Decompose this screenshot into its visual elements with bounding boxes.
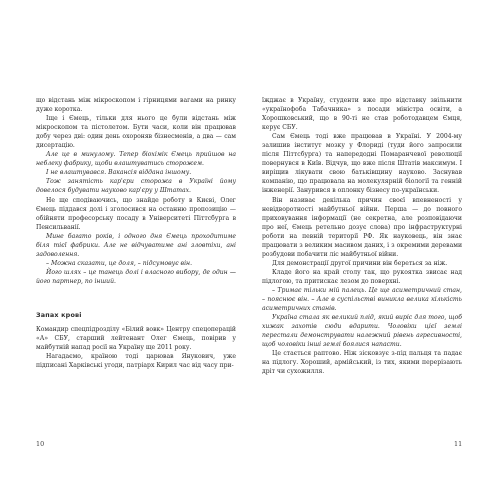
paragraph: Не ще сподіваючись, що знайде роботу в Києві, Олег Ємець піддався долі і зголосився на останню пропозицію — обійняти професорську посаду в Університеті Піттсбурга в Пенсильванії. (36, 196, 236, 231)
left-page (36, 96, 236, 370)
paragraph: Нагадаємо, країною тоді царював Янукович, уже підписані Харківські угоди, патріарх Кирил час від часу при- (36, 353, 236, 370)
paragraph: Командир спецпідрозділу «Білий вовк» Центру спецоперацій «А» СБУ, старший лейтенант Олег Ємець, повірив у майбутній напад росії на Україну ще 2011 року. (36, 325, 236, 352)
section-title: Запах крові (36, 310, 82, 319)
paragraph: Сам Ємець тоді вже працював в Україні. У 2004-му залишив інститут мозку у Флориді (туди його запросили після Піттсбурга) та напередодні Помаранчевої революції повернувся в Київ. Відчув, що вже після Штатів максимум. І виріщив лікувати свою батьківщину науково. Заснував компанію, що працювала на молекулярній біології та генній інженерії. Занурився в оплонку бізнесу по-українськи. (262, 133, 462, 195)
paragraph: І не влаштувався. Вакансія віддана іншому. (46, 169, 192, 177)
paragraph: їжджає в Україну, студенти вже про відставку звільнити «українофоба Табачника» з посади міністра освіти, а Хорошковський, що в 90-ті не став роботодавцем Ємця, керує СБУ. (262, 97, 462, 132)
paragraph: Україна стала як великий плід, який виріс для того, щоб хижак захотів сюди вдарити. Чоловіки цієї землі перестали демонструвати належний рівень агресивності, щоб чоловіки інші землі боялися напасти. (262, 314, 462, 349)
paragraph: Але це в минулому. Тепер біохімік Ємець прийшов на неблеку фабрику, щоби влаштуватись сторожем. (36, 151, 236, 168)
paragraph: Кладе його на край столу так, що рукоятка звисає над підлогою, та притискає лезом до поверхні. (262, 268, 462, 285)
paragraph: Його шлях – це танець долі і власного вибору, де один — його партнер, по інший. (36, 268, 236, 285)
paragraph: – Можна сказати, це доля, – підсумовує він. (46, 259, 193, 267)
right-page (262, 96, 462, 376)
page-number-right: 11 (454, 440, 463, 448)
paragraph: Для демонстрації другої причини він береться за ніж. (272, 259, 448, 267)
paragraph: Він називає декілька причин своєї впевненості у невідворотності майбутньої війни. Перша — до повного приховування інформації (не секретна, але розповідаючи про неї, Ємець ретельно дозує слова) про інфраструктурні роботи на певній території РФ. Як науковець, він знає працювати з великим масивом даних, і з окремими деревами розбудови побачити ліс майбутньої війни. (262, 196, 462, 258)
paragraph: Це стається раптово. Ніж зісковзує з-під пальця та падає на підлогу. Хороший, армійський, із тих, якими перерізають дріт чи сухожилля. (262, 350, 462, 376)
paragraph: – Тримає тільки мій палець. Це ще асиметричний стан, – пояснює він. – Але в суспільстві виникла велика кількість асиметричних станів. (262, 286, 462, 313)
paragraph: що відстань між мікроскопом і гірницями вагами на ринку дуже коротка. (36, 97, 236, 114)
page-number-left: 10 (36, 440, 45, 448)
paragraph: Іще і Ємець, тільки для нього це були відстань між мікроскопом та пістолетом. Бути часи, коли він працював добу через дві: один день охороняв бізнесменів, а два — сам дисертацію. (36, 115, 236, 150)
paragraph: Мине багато років, і одного дня Ємець проходитиме біля тієї фабрики. Але не відчуватиме ані зловтіхи, ані задоволення. (36, 232, 236, 258)
paragraph: Тож занятість кар'єри сторожа в Україні йому довелося будувати науково кар'єру у Штатах. (36, 178, 236, 195)
